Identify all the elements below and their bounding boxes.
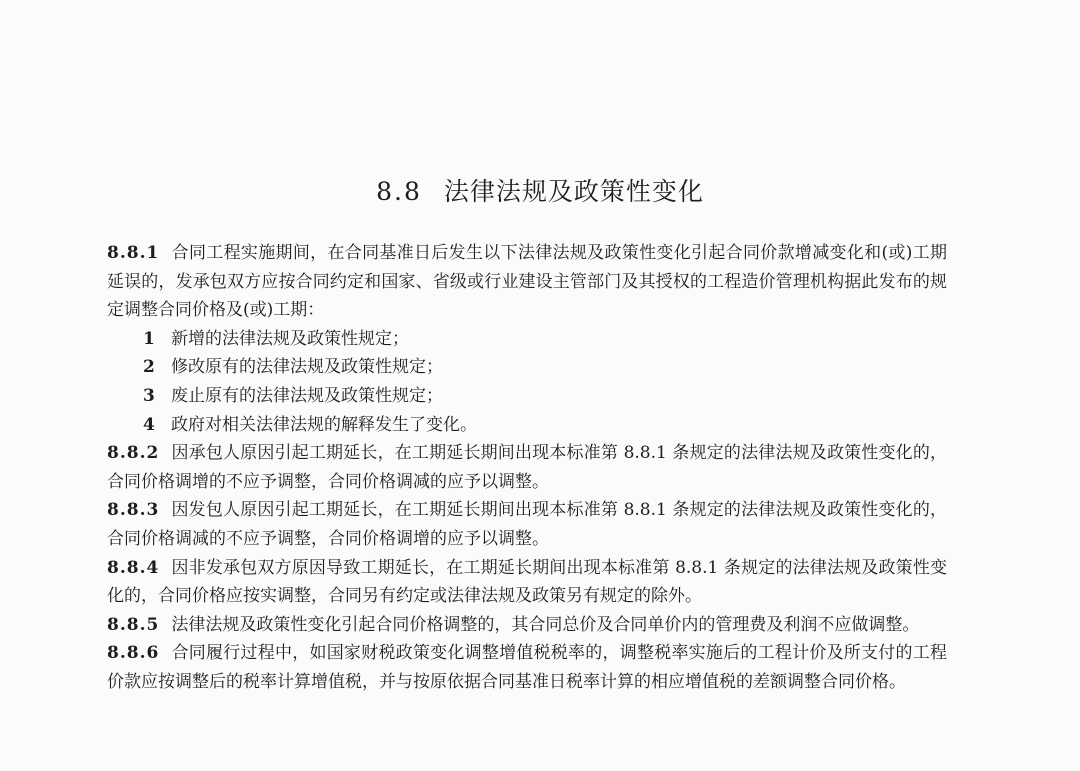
clause-text: 因发包人原因引起工期延长，在工期延长期间出现本标准第 8.8.1 条规定的法律法规及政策性变化的，合同价格调减的不应予调整，合同价格调增的应予以调整。 <box>107 500 947 549</box>
item-text: 修改原有的法律法规及政策性规定； <box>171 357 443 378</box>
clause-number: 8.8.4 <box>107 557 160 578</box>
clause-text: 合同工程实施期间，在合同基准日后发生以下法律法规及政策性变化引起合同价款增减变化和(或)工期延误的，发承包双方应按合同约定和国家、省级或行业建设主管部门及其授权的工程造价管理机构据此发布的规定调整合同价格及(或)工期： <box>107 243 947 321</box>
item-text: 新增的法律法规及政策性规定； <box>171 328 409 349</box>
section-title: 法律法规及政策性变化 <box>443 177 704 206</box>
item-number: 4 <box>143 414 155 435</box>
clause-number: 8.8.3 <box>107 500 160 521</box>
list-item <box>107 325 947 354</box>
clause-text: 因承包人原因引起工期延长，在工期延长期间出现本标准第 8.8.1 条规定的法律法规及政策性变化的，合同价格调增的不应予调整，合同价格调减的应予以调整。 <box>107 443 947 492</box>
clause-text: 合同履行过程中，如国家财税政策变化调整增值税税率的，调整税率实施后的工程计价及所支付的工程价款应按调整后的税率计算增值税，并与按原依据合同基准日税率计算的相应增值税的差额调整合同价格。 <box>107 643 947 692</box>
item-text: 废止原有的法律法规及政策性规定； <box>171 385 443 406</box>
clause-8-8-1 <box>107 239 947 325</box>
list-item <box>107 382 947 411</box>
section-body <box>107 239 947 697</box>
clause-8-8-3 <box>107 496 947 553</box>
item-text: 政府对相关法律法规的解释发生了变化。 <box>171 414 477 435</box>
list-item <box>107 411 947 440</box>
clause-number: 8.8.6 <box>107 643 160 664</box>
clause-text: 因非发承包双方原因导致工期延长，在工期延长期间出现本标准第 8.8.1 条规定的法律法规及政策性变化的，合同价格应按实调整，合同另有约定或法律法规及政策另有规定的除外。 <box>107 557 947 607</box>
section-number: 8.8 <box>376 177 422 206</box>
clause-8-8-4 <box>107 554 947 611</box>
item-number: 1 <box>143 328 155 349</box>
clause-8-8-5 <box>107 611 947 640</box>
item-number: 2 <box>143 357 155 378</box>
clause-number: 8.8.2 <box>107 443 160 464</box>
clause-number: 8.8.1 <box>107 243 160 263</box>
list-item <box>107 353 947 382</box>
section-heading <box>0 172 1080 212</box>
clause-8-8-6 <box>107 639 947 696</box>
clause-text: 法律法规及政策性变化引起合同价格调整的，其合同总价及合同单价内的管理费及利润不应做调整。 <box>171 614 920 635</box>
item-number: 3 <box>143 385 155 406</box>
clause-8-8-2 <box>107 439 947 496</box>
clause-number: 8.8.5 <box>107 614 160 635</box>
